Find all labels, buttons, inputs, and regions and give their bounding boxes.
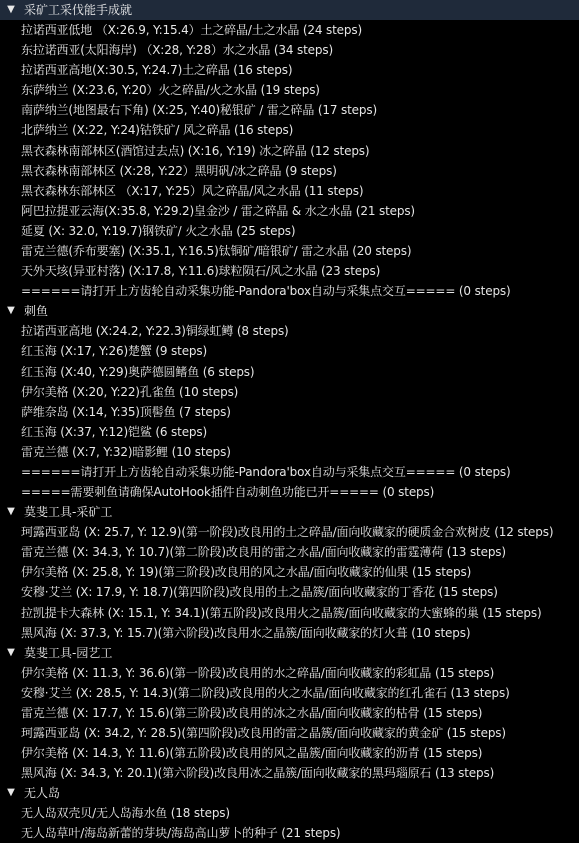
route-item[interactable]: 雷克兰德 (X: 17.7, Y: 15.6)(第三阶段)改良用的冰之水晶/面向收藏家的枯骨 (15 steps) xyxy=(21,705,483,720)
tree-section xyxy=(0,643,579,784)
route-item[interactable]: 黑衣森林南部林区(酒馆过去点) (X:16, Y:19) 冰之碎晶 (12 steps) xyxy=(21,143,370,158)
route-item[interactable]: 红玉海 (X:37, Y:12)铠鲨 (6 steps) xyxy=(21,424,208,439)
route-item[interactable]: ======请打开上方齿轮自动采集功能-Pandora'box自动与采集点交互===== (0 steps) xyxy=(21,284,511,299)
section-title: 莫斐工具-园艺工 xyxy=(24,645,113,660)
route-item[interactable]: 伊尔美格 (X: 14.3, Y: 11.6)(第五阶段)改良用的风之晶簇/面向收藏家的沥青 (15 steps) xyxy=(21,746,483,761)
route-item[interactable]: 东拉诺西亚(太阳海岸) （X:28, Y:28）水之水晶 (34 steps) xyxy=(21,43,334,58)
route-item[interactable]: 红玉海 (X:17, Y:26)楚蟹 (9 steps) xyxy=(21,344,208,359)
route-item[interactable]: 伊尔美格 (X:20, Y:22)孔雀鱼 (10 steps) xyxy=(21,384,239,399)
section-header[interactable] xyxy=(0,0,579,20)
route-item[interactable]: 南萨纳兰(地图最右下角) (X:25, Y:40)秘银矿 / 雷之碎晶 (17 steps) xyxy=(21,103,377,118)
route-item[interactable]: 无人岛草叶/海岛新蕾的芽块/海岛高山萝卜的种子 (21 steps) xyxy=(21,826,341,841)
route-item[interactable]: 延夏 (X: 32.0, Y:19.7)钢铁矿/ 火之水晶 (25 steps) xyxy=(21,223,296,238)
section-title: 刺鱼 xyxy=(24,304,49,319)
route-item[interactable]: 黑衣森林东部林区 （X:17, Y:25）风之碎晶/风之水晶 (11 steps) xyxy=(21,183,364,198)
route-item[interactable]: 红玉海 (X:40, Y:29)奥萨德圆鳍鱼 (6 steps) xyxy=(21,364,255,379)
route-item[interactable]: 黑风海 (X: 34.3, Y: 20.1)(第六阶段)改良用冰之晶簇/面向收藏家的黑玛瑙原石 (13 steps) xyxy=(21,766,495,781)
section-header[interactable] xyxy=(0,301,579,321)
route-item[interactable]: 无人岛双壳贝/无人岛海水鱼 (18 steps) xyxy=(21,806,230,821)
section-header[interactable] xyxy=(0,643,579,663)
caret-down-icon[interactable]: ▼ xyxy=(7,305,15,317)
route-item[interactable]: 拉诺西亚高地 (X:24.2, Y:22.3)铜绿虹鳟 (8 steps) xyxy=(21,324,289,339)
route-item[interactable]: =====需要刺鱼请确保AutoHook插件自动刺鱼功能已开===== (0 steps) xyxy=(21,485,435,500)
caret-down-icon[interactable]: ▼ xyxy=(7,4,15,15)
tree-section xyxy=(0,0,579,301)
route-item[interactable]: 北萨纳兰 (X:22, Y:24)钴铁矿/ 风之碎晶 (16 steps) xyxy=(21,123,294,138)
caret-down-icon[interactable]: ▼ xyxy=(7,646,15,658)
section-header[interactable] xyxy=(0,783,579,803)
route-item[interactable]: 拉凯提卡大森林 (X: 15.1, Y: 34.1)(第五阶段)改良用火之晶簇/面向收藏家的大蜜蜂的巢 (15 steps) xyxy=(21,605,542,620)
route-item[interactable]: 雷克兰德 (X:7, Y:32)暗影鲤 (10 steps) xyxy=(21,444,231,459)
route-item[interactable]: 雷克兰德 (X: 34.3, Y: 10.7)(第二阶段)改良用的雷之水晶/面向收藏家的雷霆薄荷 (13 steps) xyxy=(21,545,506,560)
route-item[interactable]: 雷克兰德(乔布要塞) (X:35.1, Y:16.5)钛铜矿/暗银矿/ 雷之水晶 (20 steps) xyxy=(21,244,412,259)
route-item[interactable]: 拉诺西亚高地(X:30.5, Y:24.7)土之碎晶 (16 steps) xyxy=(21,63,293,78)
tree-section xyxy=(0,301,579,502)
route-item[interactable]: 珂露西亚岛 (X: 25.7, Y: 12.9)(第一阶段)改良用的土之碎晶/面向收藏家的硬质金合欢树皮 (12 steps) xyxy=(21,525,554,540)
route-item[interactable]: ======请打开上方齿轮自动采集功能-Pandora'box自动与采集点交互===== (0 steps) xyxy=(21,464,511,479)
caret-down-icon[interactable]: ▼ xyxy=(7,787,15,799)
route-item[interactable]: 黑衣森林南部林区 (X:28, Y:22）黑明矾/冰之碎晶 (9 steps) xyxy=(21,163,337,178)
tree-section xyxy=(0,783,579,843)
route-item[interactable]: 伊尔美格 (X: 25.8, Y: 19)(第三阶段)改良用的风之水晶/面向收藏家的仙果 (15 steps) xyxy=(21,565,472,580)
route-item[interactable]: 天外天垓(异亚村落) (X:17.8, Y:11.6)球粒陨石/风之水晶 (23 steps) xyxy=(21,264,381,279)
route-item[interactable]: 阿巴拉提亚云海(X:35.8, Y:29.2)皇金沙 / 雷之碎晶 & 水之水晶 (21 steps) xyxy=(21,203,415,218)
section-title: 莫斐工具-采矿工 xyxy=(24,505,113,520)
section-title: 采矿工采伐能手成就 xyxy=(24,3,133,17)
route-item[interactable]: 安穆·艾兰 (X: 17.9, Y: 18.7)(第四阶段)改良用的土之晶簇/面向收藏家的丁香花 (15 steps) xyxy=(21,585,498,600)
caret-down-icon[interactable]: ▼ xyxy=(7,506,15,518)
route-item[interactable]: 伊尔美格 (X: 11.3, Y: 36.6)(第一阶段)改良用的水之碎晶/面向收藏家的彩虹晶 (15 steps) xyxy=(21,665,495,680)
route-item[interactable]: 安穆·艾兰 (X: 28.5, Y: 14.3)(第二阶段)改良用的火之水晶/面向收藏家的红孔雀石 (13 steps) xyxy=(21,685,510,700)
route-item[interactable]: 萨维奈岛 (X:14, Y:35)顶髻鱼 (7 steps) xyxy=(21,404,231,419)
section-header[interactable] xyxy=(0,502,579,522)
route-item[interactable]: 拉诺西亚低地 （X:26.9, Y:15.4）土之碎晶/土之水晶 (24 steps) xyxy=(21,23,362,37)
route-item[interactable]: 黑风海 (X: 37.3, Y: 15.7)(第六阶段)改良用水之晶簇/面向收藏家的灯火葺 (10 steps) xyxy=(21,625,471,640)
tree-section xyxy=(0,502,579,643)
route-item[interactable]: 珂露西亚岛 (X: 34.2, Y: 28.5)(第四阶段)改良用的雷之晶簇/面向收藏家的黄金矿 (15 steps) xyxy=(21,726,506,740)
section-title: 无人岛 xyxy=(24,786,61,801)
route-item[interactable]: 东萨纳兰 (X:23.6, Y:20）火之碎晶/火之水晶 (19 steps) xyxy=(21,83,320,98)
